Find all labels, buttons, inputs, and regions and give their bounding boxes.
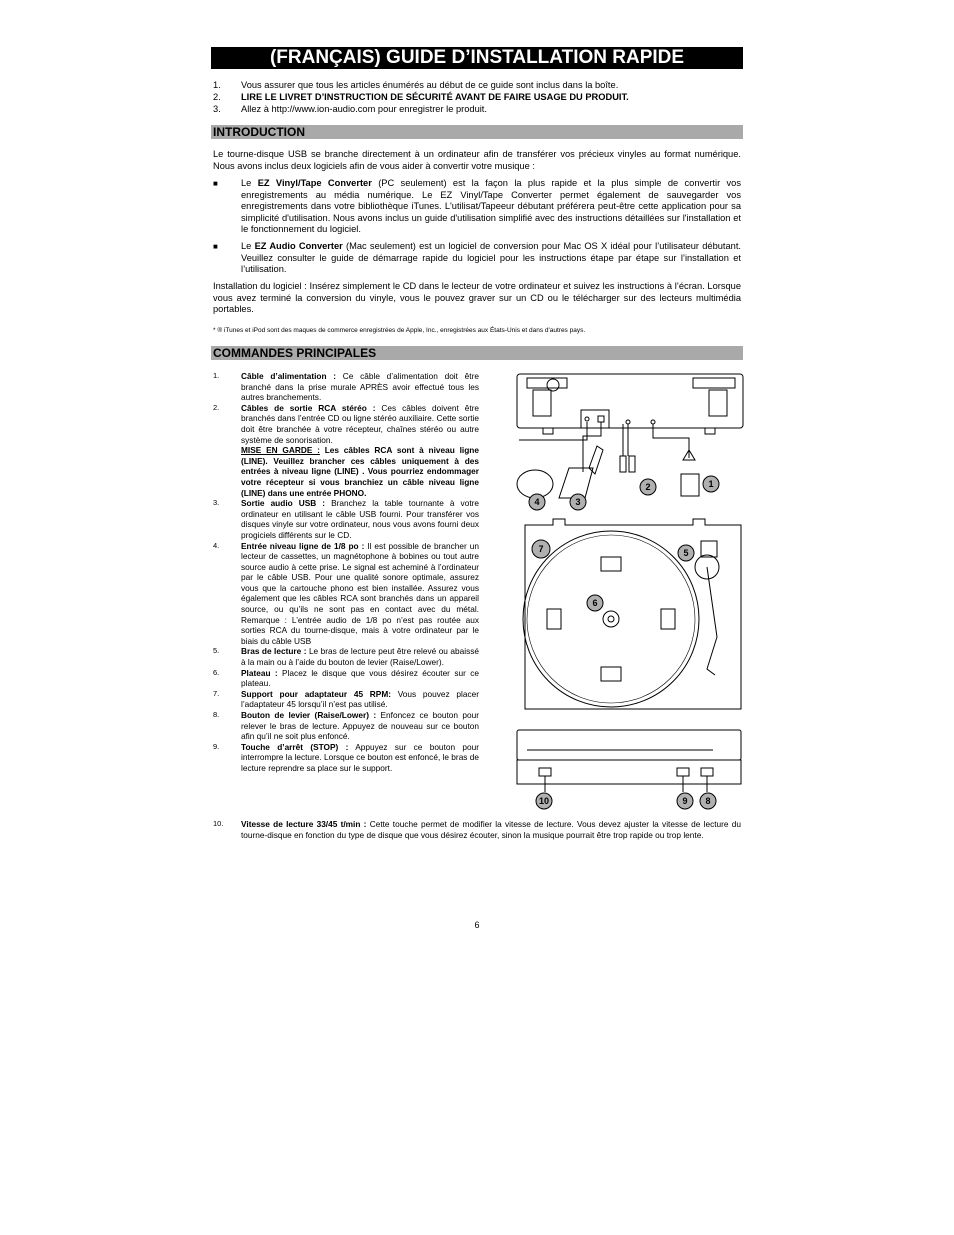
plinth xyxy=(525,519,741,709)
control-title: Câbles de sortie RCA stéréo : xyxy=(241,402,376,413)
tonearm-pivot xyxy=(547,379,559,391)
dust-cover xyxy=(517,730,741,760)
power-cable xyxy=(653,424,689,458)
svg-text:1: 1 xyxy=(708,479,714,489)
bullet-square-icon: ■ xyxy=(213,179,218,188)
lid-hinge xyxy=(693,378,735,388)
control-title: Vitesse de lecture 33/45 t/min : xyxy=(241,819,367,829)
control-title: Touche d’arrêt (STOP) : xyxy=(241,741,349,752)
bullet-text: Le EZ Audio Converter (Mac seulement) est un logiciel de conversion pour Mac OS X idéal pour l’utilisateur débutant. Veuillez consulter le guide de démarrage rapide du logiciel pour les instructions étape par étape sur l’installation et l’utilisation. xyxy=(241,241,741,275)
control-title: Plateau : xyxy=(241,667,278,678)
top-view-diagram xyxy=(517,517,747,717)
svg-text:8: 8 xyxy=(705,796,711,806)
svg-text:5: 5 xyxy=(683,548,689,558)
control-title: Câble d’alimentation : xyxy=(241,371,337,381)
step-number: 3. xyxy=(213,104,221,114)
callout-2 xyxy=(640,479,656,495)
control-title: Entrée niveau ligne de 1/8 po : xyxy=(241,540,365,551)
step-2 xyxy=(213,91,743,103)
step-number: 1. xyxy=(213,80,221,90)
svg-text:6: 6 xyxy=(592,598,598,608)
step-text: Vous assurer que tous les articles énumérés au début de ce guide sont inclus dans la boîte. xyxy=(241,80,619,90)
svg-text:7: 7 xyxy=(538,544,544,554)
setup-steps xyxy=(213,79,743,115)
svg-text:3: 3 xyxy=(575,497,581,507)
wall-outlet xyxy=(681,474,699,496)
callout-7 xyxy=(532,540,550,558)
page-number: 6 xyxy=(474,920,480,930)
control-item-10: 10. Vitesse de lecture 33/45 t/min : Cette touche permet de modifier la vitesse de lecture. Vous devez ajuster la vitesse de lecture du tourne-disque en fonction du type de disque que vous désirez écouter, sinon la musique pourrait être trop rapide ou trop lente. xyxy=(213,819,742,840)
control-item-6: 6. Plateau : Placez le disque que vous désirez écouter sur ce plateau. xyxy=(213,667,479,689)
rear-panel-diagram xyxy=(513,372,745,514)
install-paragraph: Installation du logiciel : Insérez simplement le CD dans le lecteur de votre ordinateur et suivez les instructions à l’écran. Lorsque vous avez terminé la conversion du vinyle, vous le pouvez graver sur un CD ou le télécharger sur des lecteurs multimédia portables. xyxy=(213,281,741,315)
control-title: Sortie audio USB : xyxy=(241,498,326,509)
counterweight xyxy=(701,541,717,557)
speed-button xyxy=(539,768,551,776)
control-item-5: 5. Bras de lecture : Le bras de lecture peut être relevé ou abaissé à la main ou à l’aide du bouton de levier (Raise/Lower). xyxy=(213,646,479,668)
svg-text:2: 2 xyxy=(645,482,651,492)
introduction-heading: INTRODUCTION xyxy=(211,125,743,139)
control-item-4: 4. Entrée niveau ligne de 1/8 po : Il est possible de brancher un lecteur de cassettes, un magnétophone à bobines ou tout autre source audio à cette prise. Le signal est acheminé à l’ordinateur par le câble USB. Pour une qualité sonore optimale, assurez vous que la cartouche phono est bien installée. Assurez vous également que les câbles RCA sont branchés dans un appareil source, ou qu’ils ne sont pas en contact avec du métal. Remarque : L’entrée audio de 1/8 po n’est pas routée aux sorties RCA du tourne-disque, mais à votre ordinateur par le biais du câble USB xyxy=(213,540,479,646)
step-number: 2. xyxy=(213,92,221,102)
step-1 xyxy=(213,79,743,91)
software-name: EZ Vinyl/Tape Converter xyxy=(257,178,372,188)
lift-button xyxy=(701,768,713,776)
bullet-ez-audio xyxy=(213,241,741,276)
warning-text: Les câbles RCA sont à niveau ligne (LINE). Veuillez brancher ces câbles uniquement à des entrées à niveau ligne (LINE) . Vous pourriez endommager votre récepteur si vous branchiez un câble niveau ligne (LINE) dans une entrée PHONO. xyxy=(241,445,479,498)
controls-heading: COMMANDES PRINCIPALES xyxy=(211,346,743,360)
callout-10 xyxy=(536,793,552,809)
bullet-text: Le EZ Vinyl/Tape Converter (PC seulement) est la façon la plus rapide et la plus simple de convertir vos enregistrements au média numérique. Le EZ Vinyl/Tape Converter permet également de sauvegarder vos enregistrements dans votre bibliothèque iTunes. L'utilisat/Tapeeur débutant préférera peut-être cette application pour sa simplicité d'utilisation. Nous avons inclus un guide d'utilisation simplifié avec des instructions détaillées sur l'installation et le fonctionnement du logiciel. xyxy=(241,178,741,235)
rca-cable xyxy=(623,424,628,456)
spindle xyxy=(603,611,619,627)
step-3 xyxy=(213,103,743,115)
software-name: EZ Audio Converter xyxy=(254,241,343,251)
callout-3 xyxy=(570,494,586,510)
control-item-9: 9. Touche d’arrêt (STOP) : Appuyez sur ce bouton pour interrompre la lecture. Lorsque ce bouton est enfoncé, le bras de lecture reprendre sa place sur le support. xyxy=(213,741,479,773)
bullet-square-icon: ■ xyxy=(213,242,218,251)
callout-5 xyxy=(678,545,694,561)
tonearm xyxy=(707,567,717,675)
control-item-2: 2. Câbles de sortie RCA stéréo : Ces câbles doivent être branchés dans l’entrée CD ou ligne stéréo auxiliaire. Cette sortie doit être branchée à votre récepteur, chaînes stéréo ou autre système de sonorisation. MISE EN GARDE : Les câbles RCA sont à niveau ligne (LINE). Veuillez brancher ces câbles uniquement à des entrées à niveau ligne (LINE) . Vous pourriez endommager votre récepteur si vous branchiez un câble niveau ligne (LINE) dans une entrée PHONO. xyxy=(213,402,480,498)
svg-text:9: 9 xyxy=(682,796,688,806)
trademark-footnote: * ® iTunes et iPod sont des maques de commerce enregistrées de Apple, Inc., enregistrées aux États-Unis et dans d'autres pays. xyxy=(213,327,586,334)
control-item-1: 1. Câble d’alimentation : Ce câble d’alimentation doit être branché dans la prise murale APRÈS avoir effectué tous les autres branchements. xyxy=(213,371,479,403)
callout-4 xyxy=(529,494,545,510)
warning-label: MISE EN GARDE : xyxy=(241,445,320,456)
control-title: Bras de lecture : xyxy=(241,646,307,657)
usb-plug xyxy=(589,446,603,474)
callout-1 xyxy=(703,476,719,492)
svg-text:4: 4 xyxy=(534,497,540,507)
stop-button xyxy=(677,768,689,776)
front-view-diagram xyxy=(513,726,747,812)
control-item-8: 8. Bouton de levier (Raise/Lower) : Enfoncez ce bouton pour relever le bras de lecture. Appuyez de nouveau sur ce bouton afin qu’il ne soit plus enfoncé. xyxy=(213,710,479,742)
laptop xyxy=(559,468,593,498)
svg-text:10: 10 xyxy=(538,796,550,806)
control-item-7: 7. Support pour adaptateur 45 RPM: Vous pouvez placer l’adaptateur 45 lorsqu’il n’est pas utilisé. xyxy=(213,688,479,710)
intro-paragraph: Le tourne-disque USB se branche directement à un ordinateur afin de transférer vos précieux vinyles au format numérique. Nous avons inclus deux logiciels afin de vous aider à convertir votre musique : xyxy=(213,149,741,171)
bullet-ez-vinyl xyxy=(213,178,741,236)
callout-6 xyxy=(587,595,603,611)
control-title: Bouton de levier (Raise/Lower) : xyxy=(241,710,377,720)
step-text: Allez à http://www.ion-audio.com pour enregistrer le produit. xyxy=(241,104,487,114)
callout-8 xyxy=(700,793,716,809)
page-title: (FRANÇAIS) GUIDE D’INSTALLATION RAPIDE xyxy=(211,47,743,69)
callout-9 xyxy=(677,793,693,809)
controls-list xyxy=(213,371,479,774)
control-title: Support pour adaptateur 45 RPM: xyxy=(241,688,391,699)
control-item-3: 3. Sortie audio USB : Branchez la table tournante à votre ordinateur en utilisant le câble USB fourni. Pour transférer vos disques vinyle sur votre ordinateur, nous vous avons fourni deux progiciels différents sur le CD. xyxy=(213,498,479,540)
step-text: LIRE LE LIVRET D’INSTRUCTION DE SÉCURITÉ AVANT DE FAIRE USAGE DU PRODUIT. xyxy=(241,92,629,102)
